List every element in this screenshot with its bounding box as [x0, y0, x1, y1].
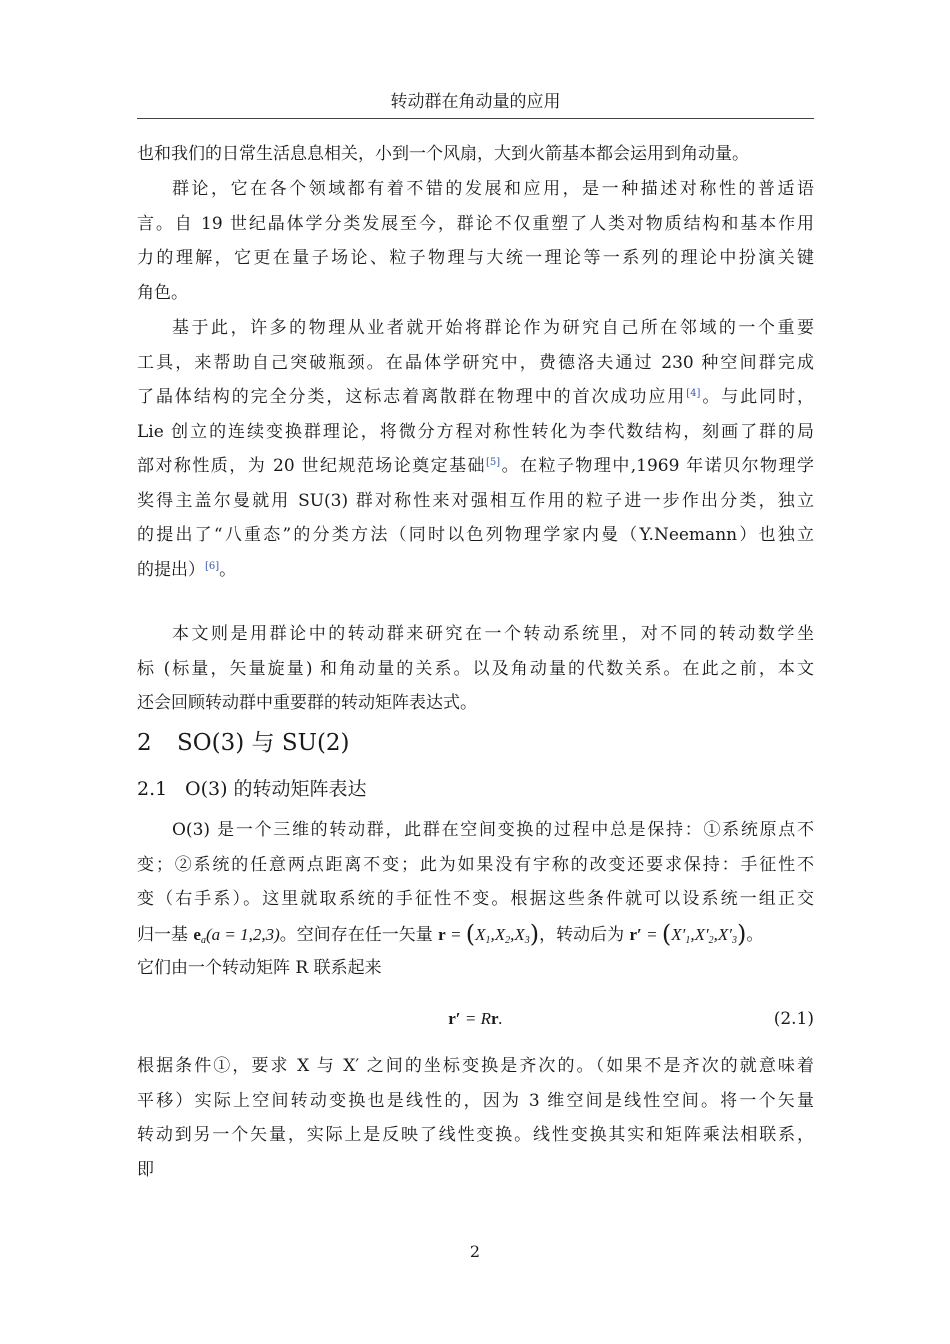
text-span: 了晶体结构的完全分类，这标志着离散群在物理中的首次成功应用 — [137, 387, 687, 407]
subsection-heading — [137, 775, 367, 803]
text-line: O(3) 是一个三维的转动群，此群在空间变换的过程中总是保持：①系统原点不 — [172, 820, 814, 840]
equation-2-1 — [137, 1004, 814, 1034]
math-subscript: 1 — [485, 934, 491, 946]
text-line — [137, 553, 814, 588]
math-R: R — [480, 1009, 491, 1028]
page-number: 2 — [469, 1242, 481, 1261]
math-lhs: r′ — [448, 1009, 461, 1028]
subsection-number: 2.1 — [137, 778, 168, 800]
text-line: 转动到另一个矢量，实际上是反映了线性变换。线性变换其实和矩阵乘法相联系， — [137, 1125, 814, 1145]
section-heading — [137, 726, 350, 760]
text-span: 的提出） — [137, 559, 205, 580]
text-span: 。 — [746, 924, 764, 945]
text-span: 部对称性质，为 20 世纪规范场论奠定基础 — [137, 456, 486, 476]
paragraph-applications — [137, 311, 814, 587]
equation-body — [137, 1004, 814, 1034]
math-component: ,X — [490, 924, 506, 944]
math-component: X — [475, 924, 486, 944]
text-line — [137, 380, 814, 415]
paragraph-o3-definition — [137, 813, 814, 986]
paragraph-intro-continued — [137, 137, 814, 172]
text-line: 工具，来帮助自己突破瓶颈。在晶体学研究中，费德洛夫通过 230 种空间群完成 — [137, 352, 814, 373]
text-line: 平移）实际上空间转动变换也是线性的，因为 3 维空间是线性空间。将一个矢量 — [137, 1090, 814, 1111]
paragraph-group-theory — [137, 172, 814, 310]
text-line — [137, 449, 814, 484]
math-component: X′ — [671, 924, 686, 944]
math-basis-range: (a = 1,2,3) — [205, 924, 280, 944]
running-head: 转动群在角动量的应用 — [390, 92, 561, 112]
text-line: 基于此，许多的物理从业者就开始将群论作为研究自己所在邻域的一个重要 — [172, 318, 814, 338]
section-number: 2 — [137, 730, 152, 756]
text-line: 角色。 — [137, 282, 188, 303]
math-period: . — [498, 1009, 503, 1028]
math-subscript: 3 — [732, 934, 738, 946]
text-span: 。与此同时， — [700, 387, 815, 407]
text-line: 标 (标量，矢量旋量) 和角动量的关系。以及角动量的代数关系。在此之前，本文 — [137, 658, 814, 679]
text-line: 奖得主盖尔曼就用 SU(3) 群对称性来对强相互作用的粒子进一步作出分类，独立 — [137, 490, 814, 511]
citation-6[interactable]: [6] — [205, 560, 220, 572]
text-line: 即 — [137, 1159, 154, 1180]
subsection-title: O(3) 的转动矩阵表达 — [185, 778, 367, 800]
text-span: 归一基 — [137, 924, 194, 945]
section-title: SO(3) 与 SU(2) — [177, 730, 350, 756]
text-span: ，转动后为 — [539, 924, 630, 945]
math-vector-r-prime: r′ — [629, 924, 642, 944]
text-span: 。在粒子物理中,1969 年诺贝尔物理学 — [500, 456, 814, 476]
citation-4[interactable]: [4] — [686, 388, 701, 399]
math-r: r — [490, 1009, 499, 1028]
text-line: Lie 创立的连续变换群理论，将微分方程对称性转化为李代数结构，刻画了群的局 — [137, 421, 814, 442]
math-basis-e: e — [193, 924, 201, 944]
header-rule — [137, 118, 814, 119]
math-subscript: a — [200, 934, 206, 946]
math-component: ,X — [510, 924, 525, 944]
math-subscript: 1 — [685, 934, 691, 946]
equation-number: (2.1) — [773, 1009, 814, 1029]
text-span: 。 — [219, 559, 237, 580]
text-line: 它们由一个转动矩阵 R 联系起来 — [137, 958, 382, 978]
math-vector-r: r — [438, 924, 446, 944]
paragraph-homogeneous — [137, 1049, 814, 1187]
text-line: 变；②系统的任意两点距离不变；此为如果没有宇称的改变还要求保持：手征性不 — [137, 854, 814, 875]
math-component: ,X′ — [713, 924, 733, 944]
text-span: 。空间存在任一矢量 — [279, 924, 439, 945]
text-line: 变（右手系）。这里就取系统的手征性不变。根据这些条件就可以设系统一组正交 — [137, 889, 814, 909]
citation-5[interactable]: [5] — [486, 457, 501, 468]
text-line: 群论，它在各个领域都有着不错的发展和应用，是一种描述对称性的普适语 — [172, 179, 814, 199]
text-line: 的提出了“八重态”的分类方法（同时以色列物理学家内曼（Y.Neemann）也独立 — [137, 525, 814, 545]
text-line: 本文则是用群论中的转动群来研究在一个转动系统里，对不同的转动数学坐 — [172, 624, 814, 644]
text-line: 根据条件①，要求 X 与 X′ 之间的坐标变换是齐次的。（如果不是齐次的就意味着 — [137, 1056, 814, 1076]
text-line: 力的理解，它更在量子场论、粒子物理与大统一理论等一系列的理论中扮演关键 — [137, 248, 814, 268]
math-equals: = — [460, 1009, 481, 1028]
paragraph-this-paper — [137, 617, 814, 721]
text-line-with-math: 归一基 $e_a(a = 1,2,3)$。空间存在任一矢量 $r = (X_1,X_2,X_3)$，转动后为 $r' = (X'_1,X'_2,X'_3)$。 — [137, 919, 764, 948]
math-subscript: 3 — [524, 934, 530, 946]
math-subscript: 2 — [505, 934, 511, 946]
text-line: 也和我们的日常生活息息相关，小到一个风扇，大到火箭基本都会运用到角动量。 — [137, 144, 749, 164]
math-component: ,X′ — [690, 924, 709, 944]
text-line: 还会回顾转动群中重要群的转动矩阵表达式。 — [137, 693, 477, 713]
math-subscript: 2 — [708, 934, 714, 946]
text-line: 言。自 19 世纪晶体学分类发展至今，群论不仅重塑了人类对物质结构和基本作用 — [137, 213, 814, 234]
